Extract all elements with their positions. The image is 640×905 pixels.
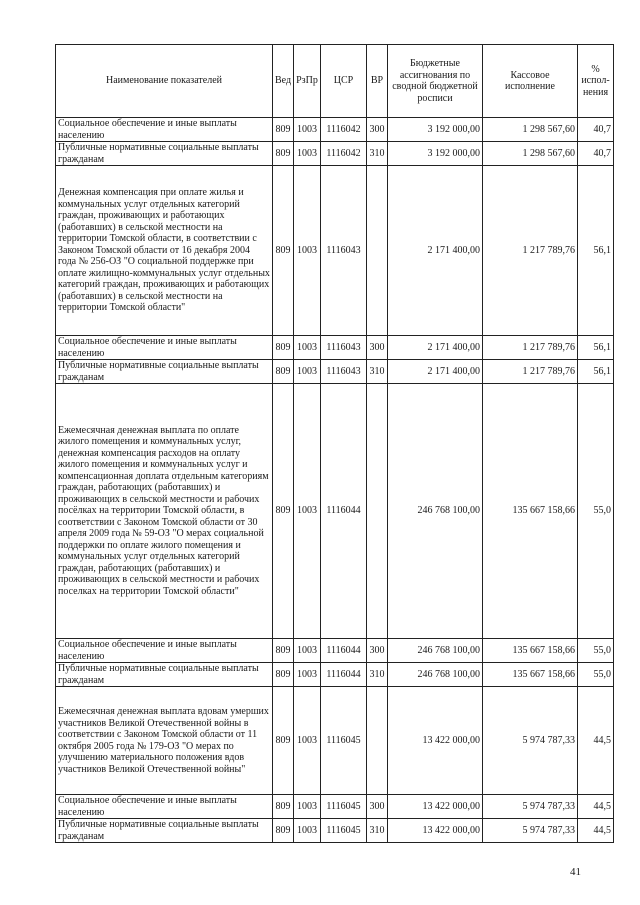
cell-percent: 40,7 <box>578 118 614 142</box>
cell-vr: 300 <box>367 795 388 819</box>
cell-budget: 13 422 000,00 <box>388 795 483 819</box>
cell-csr: 1116043 <box>321 336 367 360</box>
cell-csr: 1116044 <box>321 663 367 687</box>
cell-cash: 1 217 789,76 <box>483 360 578 384</box>
cell-vr: 300 <box>367 118 388 142</box>
cell-name: Публичные нормативные социальные выплаты гражданам <box>56 360 273 384</box>
cell-csr: 1116045 <box>321 819 367 843</box>
cell-percent: 55,0 <box>578 384 614 639</box>
table-row <box>56 166 614 336</box>
cell-ved: 809 <box>273 639 294 663</box>
cell-rzpr: 1003 <box>294 336 321 360</box>
header-name: Наименование показателей <box>56 45 273 118</box>
cell-percent: 56,1 <box>578 336 614 360</box>
cell-name: Ежемесячная денежная выплата по оплате жилого помещения и коммунальных услуг, денежная компенсация расходов на оплату жилого помещения и коммунальных услуг и компенсационная доплата отдельным категориям граждан, работающих (работавших) и проживающих в сельской местности и рабочих посёлках на территории Томской области, в соответствии с Законом Томской области от 30 апреля 2009 года № 59-ОЗ "О мерах социальной поддержки по оплате жилого помещения и коммунальных услуг отдельных категорий граждан, работающих (работавших) и проживающих в сельской местности и рабочих поселках на территории Томской области" <box>56 384 273 639</box>
cell-ved: 809 <box>273 663 294 687</box>
header-budget: Бюджетные ассигнования по сводной бюджетной росписи <box>388 45 483 118</box>
cell-name: Социальное обеспечение и иные выплаты населению <box>56 118 273 142</box>
table-row <box>56 384 614 639</box>
cell-csr: 1116043 <box>321 360 367 384</box>
cell-budget: 3 192 000,00 <box>388 118 483 142</box>
table-row <box>56 795 614 819</box>
cell-rzpr: 1003 <box>294 142 321 166</box>
cell-budget: 3 192 000,00 <box>388 142 483 166</box>
table-row <box>56 687 614 795</box>
cell-name: Денежная компенсация при оплате жилья и коммунальных услуг отдельных категорий граждан, проживающих и работающих (работавших) в сельской местности на территории Томской области, в соответствии с Законом Томской области от 16 декабря 2004 года № 256-ОЗ "О социальной поддержке при оплате жилищно-коммунальных услуг отдельных категорий граждан, проживающих и работающих (работавших) в сельской местности на территории Томской области" <box>56 166 273 336</box>
cell-rzpr: 1003 <box>294 118 321 142</box>
cell-ved: 809 <box>273 819 294 843</box>
table-body <box>56 118 614 843</box>
cell-cash: 5 974 787,33 <box>483 819 578 843</box>
cell-vr <box>367 166 388 336</box>
table-row <box>56 819 614 843</box>
table-row <box>56 142 614 166</box>
cell-csr: 1116042 <box>321 142 367 166</box>
cell-percent: 56,1 <box>578 166 614 336</box>
cell-budget: 13 422 000,00 <box>388 819 483 843</box>
header-ved: Вед <box>273 45 294 118</box>
cell-ved: 809 <box>273 118 294 142</box>
cell-cash: 5 974 787,33 <box>483 795 578 819</box>
cell-rzpr: 1003 <box>294 360 321 384</box>
table-header-row <box>56 45 614 118</box>
table-row <box>56 118 614 142</box>
cell-rzpr: 1003 <box>294 663 321 687</box>
header-percent: % испол-нения <box>578 45 614 118</box>
cell-rzpr: 1003 <box>294 166 321 336</box>
cell-csr: 1116042 <box>321 118 367 142</box>
cell-cash: 1 217 789,76 <box>483 336 578 360</box>
cell-cash: 1 298 567,60 <box>483 142 578 166</box>
header-vr: ВР <box>367 45 388 118</box>
cell-csr: 1116044 <box>321 384 367 639</box>
page-number: 41 <box>570 866 581 878</box>
cell-cash: 135 667 158,66 <box>483 384 578 639</box>
cell-percent: 40,7 <box>578 142 614 166</box>
cell-name: Публичные нормативные социальные выплаты гражданам <box>56 819 273 843</box>
cell-ved: 809 <box>273 142 294 166</box>
cell-ved: 809 <box>273 166 294 336</box>
cell-csr: 1116044 <box>321 639 367 663</box>
cell-name: Социальное обеспечение и иные выплаты населению <box>56 336 273 360</box>
cell-csr: 1116045 <box>321 687 367 795</box>
cell-vr: 310 <box>367 360 388 384</box>
cell-percent: 56,1 <box>578 360 614 384</box>
cell-rzpr: 1003 <box>294 795 321 819</box>
cell-budget: 246 768 100,00 <box>388 384 483 639</box>
cell-vr: 300 <box>367 639 388 663</box>
cell-name: Публичные нормативные социальные выплаты гражданам <box>56 663 273 687</box>
header-rzpr: РзПр <box>294 45 321 118</box>
cell-percent: 44,5 <box>578 819 614 843</box>
table-row <box>56 360 614 384</box>
cell-rzpr: 1003 <box>294 687 321 795</box>
cell-ved: 809 <box>273 795 294 819</box>
cell-name: Социальное обеспечение и иные выплаты населению <box>56 795 273 819</box>
cell-csr: 1116043 <box>321 166 367 336</box>
cell-cash: 5 974 787,33 <box>483 687 578 795</box>
cell-cash: 1 217 789,76 <box>483 166 578 336</box>
cell-budget: 2 171 400,00 <box>388 336 483 360</box>
table-row <box>56 336 614 360</box>
cell-ved: 809 <box>273 687 294 795</box>
cell-percent: 55,0 <box>578 663 614 687</box>
cell-percent: 44,5 <box>578 795 614 819</box>
cell-vr: 300 <box>367 336 388 360</box>
cell-name: Социальное обеспечение и иные выплаты населению <box>56 639 273 663</box>
cell-cash: 1 298 567,60 <box>483 118 578 142</box>
cell-rzpr: 1003 <box>294 384 321 639</box>
cell-budget: 13 422 000,00 <box>388 687 483 795</box>
header-csr: ЦСР <box>321 45 367 118</box>
cell-ved: 809 <box>273 336 294 360</box>
cell-name: Публичные нормативные социальные выплаты гражданам <box>56 142 273 166</box>
table-row <box>56 663 614 687</box>
header-cash: Кассовое исполнение <box>483 45 578 118</box>
cell-vr: 310 <box>367 819 388 843</box>
cell-vr: 310 <box>367 663 388 687</box>
budget-execution-table <box>55 44 614 843</box>
cell-cash: 135 667 158,66 <box>483 663 578 687</box>
cell-csr: 1116045 <box>321 795 367 819</box>
cell-name: Ежемесячная денежная выплата вдовам умерших участников Великой Отечественной войны в соответствии с Законом Томской области от 11 октября 2005 года № 179-ОЗ "О мерах по улучшению материального положения вдов участников Великой Отечественной войны" <box>56 687 273 795</box>
cell-percent: 44,5 <box>578 687 614 795</box>
cell-percent: 55,0 <box>578 639 614 663</box>
cell-budget: 2 171 400,00 <box>388 360 483 384</box>
cell-rzpr: 1003 <box>294 639 321 663</box>
cell-ved: 809 <box>273 360 294 384</box>
cell-rzpr: 1003 <box>294 819 321 843</box>
cell-budget: 2 171 400,00 <box>388 166 483 336</box>
cell-ved: 809 <box>273 384 294 639</box>
cell-budget: 246 768 100,00 <box>388 663 483 687</box>
cell-vr <box>367 384 388 639</box>
cell-budget: 246 768 100,00 <box>388 639 483 663</box>
cell-vr: 310 <box>367 142 388 166</box>
cell-vr <box>367 687 388 795</box>
table-row <box>56 639 614 663</box>
cell-cash: 135 667 158,66 <box>483 639 578 663</box>
